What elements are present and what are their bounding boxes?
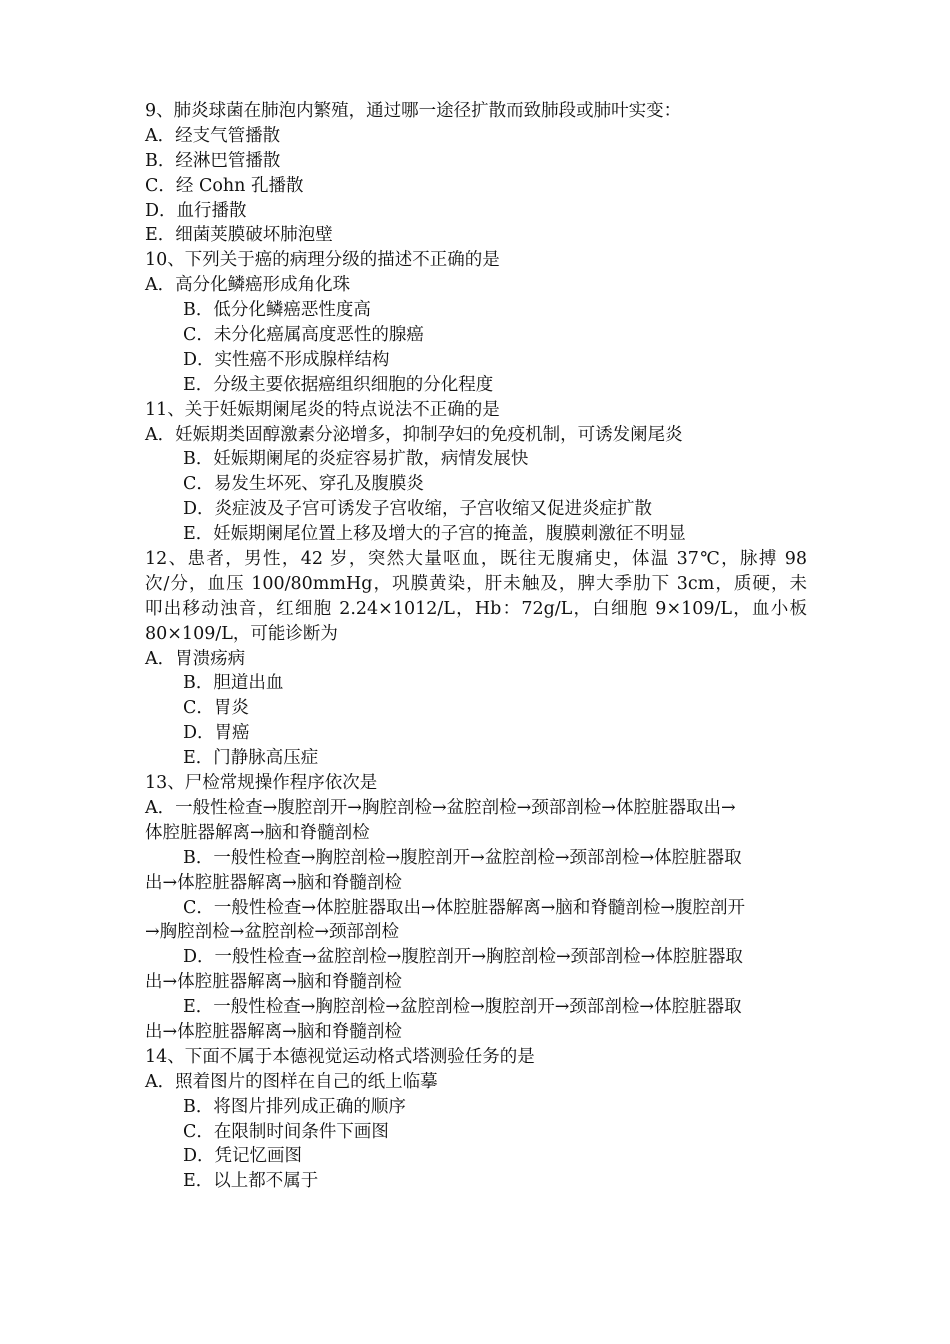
question-10-stem: 10、下列关于癌的病理分级的描述不正确的是 — [145, 250, 500, 271]
question-13-stem: 13、尸检常规操作程序依次是 — [145, 773, 378, 794]
question-13-option-e-line-1: E．一般性检查→胸腔剖检→盆腔剖检→腹腔剖开→颈部剖检→体腔脏器取 — [183, 997, 742, 1018]
question-10-option-e: E．分级主要依据癌组织细胞的分化程度 — [183, 374, 494, 395]
question-12-stem-line-3: 叩出移动浊音，红细胞 2.24×1012/L，Hb：72g/L，白细胞 9×109/L，血小板 — [145, 598, 807, 619]
question-12-option-c: C．胃炎 — [183, 698, 249, 719]
question-14-option-a: A．照着图片的图样在自己的纸上临摹 — [145, 1071, 438, 1092]
question-10-option-c: C．未分化癌属高度恶性的腺癌 — [183, 325, 424, 346]
question-9-stem: 9、肺炎球菌在肺泡内繁殖，通过哪一途径扩散而致肺段或肺叶实变： — [145, 101, 682, 121]
question-14-option-b: B．将图片排列成正确的顺序 — [183, 1096, 406, 1117]
question-11-option-e: E．妊娠期阑尾位置上移及增大的子宫的掩盖，腹膜刺激征不明显 — [183, 524, 686, 545]
question-13-option-b-line-2: 出→体腔脏器解离→脑和脊髓剖检 — [145, 872, 402, 893]
question-13-option-d-line-1: D．一般性检查→盆腔剖检→腹腔剖开→胸腔剖检→颈部剖检→体腔脏器取 — [183, 947, 743, 968]
question-13-option-a-line-2: 体腔脏器解离→脑和脊髓剖检 — [145, 822, 370, 843]
question-12-option-d: D．胃癌 — [183, 723, 250, 744]
question-14-stem: 14、下面不属于本德视觉运动格式塔测验任务的是 — [145, 1046, 535, 1067]
question-10-option-a: A．高分化鳞癌形成角化珠 — [145, 275, 351, 296]
question-12-stem-line-4: 80×109/L，可能诊断为 — [145, 623, 338, 644]
question-13-option-b-line-1: B．一般性检查→胸腔剖检→腹腔剖开→盆腔剖检→颈部剖检→体腔脏器取 — [183, 847, 742, 868]
question-12-option-e: E．门静脉高压症 — [183, 748, 319, 769]
question-11-option-d: D．炎症波及子宫可诱发子宫收缩，子宫收缩又促进炎症扩散 — [183, 499, 653, 520]
question-list — [145, 99, 807, 1194]
question-10-option-d: D．实性癌不形成腺样结构 — [183, 349, 390, 370]
question-9-option-a: A．经支气管播散 — [145, 125, 281, 146]
question-14-option-e: E．以上都不属于 — [183, 1171, 319, 1192]
question-11-option-b: B．妊娠期阑尾的炎症容易扩散，病情发展快 — [183, 449, 529, 470]
question-12-option-b: B．胆道出血 — [183, 673, 284, 694]
question-13-option-a-line-1: A．一般性检查→腹腔剖开→胸腔剖检→盆腔剖检→颈部剖检→体腔脏器取出→ — [145, 797, 736, 818]
question-11-stem: 11、关于妊娠期阑尾炎的特点说法不正确的是 — [145, 399, 500, 420]
question-10-option-b: B．低分化鳞癌恶性度高 — [183, 300, 371, 321]
question-13-option-c-line-2: →胸腔剖检→盆腔剖检→颈部剖检 — [145, 922, 399, 943]
question-11-option-c: C．易发生坏死、穿孔及腹膜炎 — [183, 474, 424, 495]
question-14-option-c: C．在限制时间条件下画图 — [183, 1121, 389, 1142]
question-12-stem-line-2: 次/分，血压 100/80mmHg，巩膜黄染，肝未触及，脾大季肋下 3cm，质硬，未 — [145, 573, 807, 594]
question-14-option-d: D．凭记忆画图 — [183, 1146, 303, 1167]
question-13-option-d-line-2: 出→体腔脏器解离→脑和脊髓剖检 — [145, 972, 402, 993]
question-9-option-e: E．细菌荚膜破坏肺泡壁 — [145, 225, 333, 246]
question-13-option-c-line-1: C．一般性检查→体腔脏器取出→体腔脏器解离→脑和脊髓剖检→腹腔剖开 — [183, 897, 746, 918]
question-11-option-a: A．妊娠期类固醇激素分泌增多，抑制孕妇的免疫机制，可诱发阑尾炎 — [145, 424, 683, 445]
question-9-option-b: B．经淋巴管播散 — [145, 150, 281, 171]
question-9-option-c: C．经 Cohn 孔播散 — [145, 175, 304, 196]
question-9-option-d: D．血行播散 — [145, 200, 247, 221]
question-13-option-e-line-2: 出→体腔脏器解离→脑和脊髓剖检 — [145, 1021, 402, 1042]
question-12-option-a: A．胃溃疡病 — [145, 648, 246, 669]
question-12-stem-line-1: 12、患者，男性，42 岁，突然大量呕血，既往无腹痛史，体温 37℃，脉搏 98 — [145, 549, 807, 570]
